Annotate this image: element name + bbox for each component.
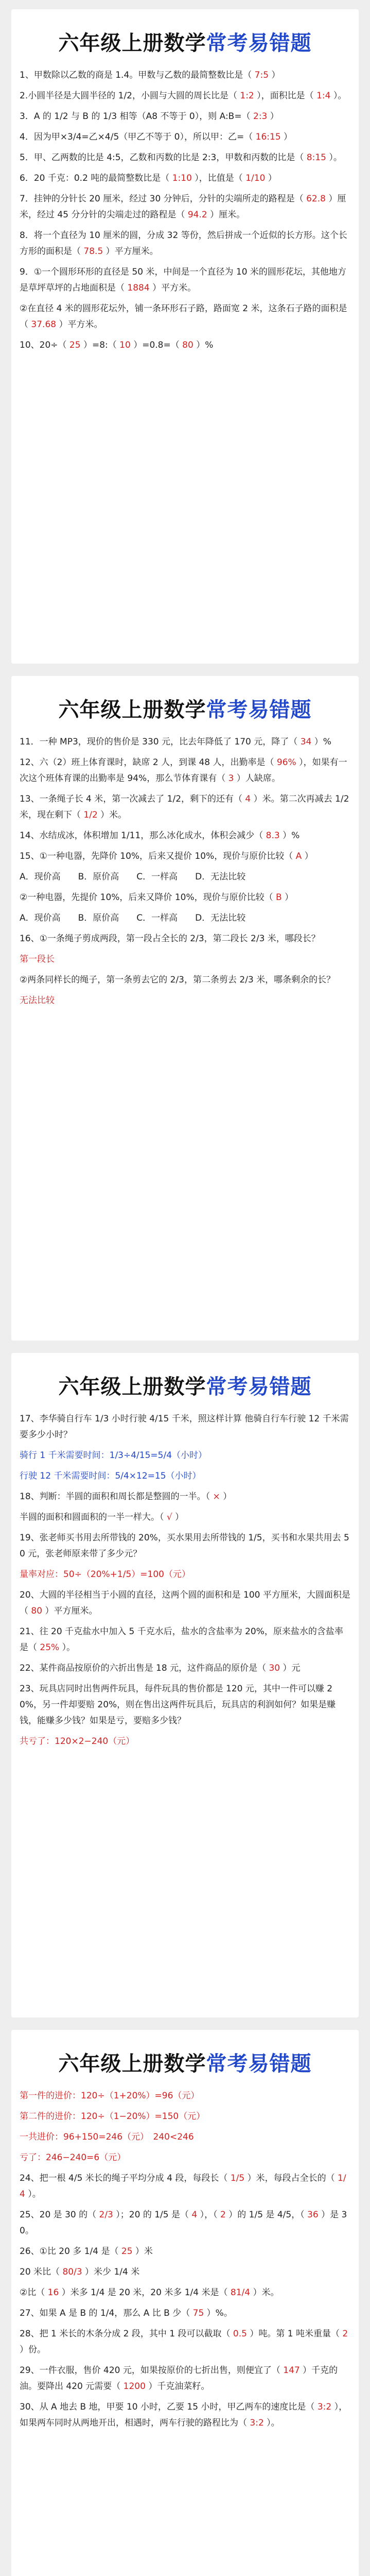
- question-text: 14、水结成冰，体积增加 1/11，那么冰化成水，体积会减少（: [20, 831, 266, 841]
- question-line: [20, 931, 350, 947]
- question-text: ）米少 1/4 米: [82, 2267, 140, 2277]
- answer-text: 第二件的进价：120÷（1−20%）=150（元）: [20, 2111, 205, 2122]
- question-line: [20, 1567, 350, 1583]
- answer-text: 2:3: [253, 111, 268, 122]
- question-list: [20, 1411, 350, 1750]
- question-line: [20, 191, 350, 223]
- worksheet-card-2: [11, 676, 359, 1341]
- question-text: 19、张老师买书用去所带钱的 20%，买水果用去所带钱的 1/5，买书和水果共用去 50 元，张老师原来带了多少元？: [20, 1533, 349, 1559]
- question-line: [20, 2171, 350, 2202]
- question-line: [20, 150, 350, 166]
- question-text: A．现价高 B．原价高 C．一样高 D．无法比较: [20, 913, 246, 923]
- question-text: 22、某件商品按原价的六折出售是 18 元，这件商品的原价是（: [20, 1663, 269, 1673]
- question-line: [20, 1468, 350, 1484]
- answer-text: 16: [47, 2287, 59, 2298]
- answer-text: 96%: [276, 757, 296, 768]
- question-text: ）: [280, 132, 293, 142]
- question-text: 7．挂钟的分针长 20 厘米，经过 30 分钟后，分针的尖端所走的路程是（: [20, 194, 307, 204]
- question-text: ）。: [263, 2418, 280, 2428]
- question-text: 16、①一条绳子剪成两段，第一段占全长的 2/3，第二段长 2/3 米，哪段长？: [20, 934, 320, 944]
- answer-text: 10: [119, 340, 131, 350]
- question-line: [20, 2088, 350, 2104]
- question-text: 3．A 的 1/2 与 B 的 1/3 相等（A8 不等于 0），则 A:B=（: [20, 111, 253, 122]
- question-text: ）=0.8=（: [130, 340, 183, 350]
- answer-text: 81/4: [230, 2287, 251, 2298]
- question-text: 29、一件衣服，售价 420 元，如果按原价的七折出售，则便宜了（: [20, 2365, 284, 2376]
- title-highlight: 常考易错题: [206, 2052, 312, 2076]
- question-line: [20, 67, 350, 83]
- question-text: 17、李华骑自行车 1/3 小时行驶 4/15 千米，照这样计算 他骑自行车行驶 12 千米需要多少小时？: [20, 1414, 349, 1440]
- card-title: [20, 1353, 350, 1411]
- question-text: ）千克的油。要降出 420 元需要（: [20, 2365, 338, 2392]
- title-prefix: 六年级上册数学: [58, 1375, 206, 1399]
- question-text: ）千克油菜籽。: [145, 2381, 210, 2392]
- question-text: ）米。第二次再减去 1/2 米，现在剩下（: [20, 794, 349, 820]
- question-line: [20, 734, 350, 750]
- question-line: [20, 2306, 350, 2321]
- question-line: [20, 301, 350, 333]
- question-text: 8．将一个直径为 10 厘米的圆，分成 32 等份，然后拼成一个近似的长方形。这个长方形的面积是（: [20, 230, 347, 257]
- answer-text: 78.5: [83, 246, 103, 257]
- question-text: ②在直径 4 米的圆形花坛外，铺一条环形石子路，路面宽 2 米，这条石子路的面积是（: [20, 303, 347, 330]
- question-text: 23、玩具店同时出售两件玩具，每件玩具的售价都是 120 元，其中一件可以赚 20%，另一件却要赔 20%，则在售出这两件玩具后，玩具店的利润如何？如果是赚钱，能赚多少钱？如果是亏，要赔多少钱？: [20, 1684, 336, 1726]
- answer-text: 147: [283, 2365, 300, 2376]
- answer-text: 25: [69, 340, 81, 350]
- title-highlight: 常考易错题: [206, 31, 312, 55]
- answer-text: 3:2: [317, 2402, 332, 2412]
- question-text: ）。: [330, 91, 347, 101]
- question-text: 20 米比（: [20, 2267, 63, 2277]
- question-text: ）%: [279, 831, 300, 841]
- question-line: [20, 890, 350, 906]
- answer-text: 8:15: [306, 152, 326, 163]
- question-text: 21、往 20 千克盐水中加入 5 千克水后，盐水的含盐率为 20%，原来盐水的含盐率是（: [20, 1626, 343, 1653]
- question-text: 12、六（2）班上体育课时，缺席 2 人，到课 48 人，出勤率是（: [20, 757, 277, 768]
- answer-text: 1:10: [172, 173, 192, 183]
- answer-text: 1:4: [316, 91, 331, 101]
- question-text: ）米: [132, 2246, 153, 2257]
- answer-text: 无法比较: [20, 995, 55, 1006]
- question-line: [20, 791, 350, 823]
- question-text: ）=8:（: [80, 340, 120, 350]
- question-text: 28、把 1 米长的木条分成 2 段，其中 1 段可以截取（: [20, 2329, 233, 2339]
- question-text: 20、大圆的半径相当于小圆的直径，这两个圆的面积和是 100 平方厘米，大圆面积是（: [20, 1590, 350, 1616]
- question-text: ）: [302, 851, 313, 861]
- question-line: [20, 2363, 350, 2395]
- question-text: 9．①一个圆形环形的直径是 50 米，中间是一个直径为 10 米的圆形花坛，其他地方是草坪草坪的占地面积是（: [20, 267, 346, 293]
- question-text: 15、①一种电器，先降价 10%，后来又提价 10%，现价与原价比较（: [20, 851, 296, 861]
- question-line: [20, 828, 350, 844]
- answer-text: 25: [121, 2246, 133, 2257]
- solution-step: 行驶 12 千米需要时间：5/4×12=15（小时）: [20, 1471, 201, 1481]
- answer-text: 34: [300, 737, 312, 747]
- answer-text: 1884: [127, 283, 150, 293]
- question-text: ）份。: [20, 2345, 46, 2355]
- question-text: ）是 30。: [20, 2210, 347, 2236]
- question-list: [20, 67, 350, 353]
- title-highlight: 常考易错题: [206, 698, 312, 722]
- answer-text: 80: [182, 340, 193, 350]
- question-text: ）；20 的 1/5 是（: [113, 2210, 192, 2220]
- answer-text: 4: [245, 794, 251, 804]
- question-text: 10、20÷（: [20, 340, 69, 350]
- question-text: ）吨。第 1 吨米重量（: [246, 2329, 343, 2339]
- question-line: [20, 2207, 350, 2239]
- answer-text: 30: [269, 1663, 280, 1673]
- answer-text: 量率对应：50÷（20%+1/5）=100（元）: [20, 1569, 190, 1580]
- question-line: [20, 2399, 350, 2431]
- question-line: [20, 1734, 350, 1750]
- worksheet-card-4: [11, 2030, 359, 2576]
- answer-text: 2: [220, 2210, 226, 2220]
- answer-text: 36: [307, 2210, 319, 2220]
- answer-text: 1/2: [83, 810, 98, 820]
- answer-text: 62.8: [306, 194, 326, 204]
- question-line: [20, 1489, 350, 1505]
- question-text: ）。: [326, 152, 342, 163]
- question-line: [20, 755, 350, 787]
- question-text: ）%。: [204, 2308, 233, 2318]
- question-text: 26、①比 20 多 1/4 是（: [20, 2246, 121, 2257]
- question-line: [20, 1510, 350, 1526]
- question-text: ），面积比是（: [254, 91, 317, 101]
- question-line: [20, 993, 350, 1009]
- question-text: 18、判断：半圆的面积和周长都是整圆的一半。（: [20, 1492, 213, 1502]
- question-text: 2.小圆半径是大圆半径的 1/2，小圆与大圆的周长比是（: [20, 91, 240, 101]
- question-text: 4．因为甲×3/4=乙×4/5（甲乙不等于 0），所以甲：乙=（: [20, 132, 256, 142]
- title-prefix: 六年级上册数学: [58, 698, 206, 722]
- question-line: [20, 849, 350, 865]
- question-line: [20, 972, 350, 988]
- answer-text: 16:15: [255, 132, 281, 142]
- answer-text: 25%: [40, 1642, 60, 1653]
- question-line: [20, 2244, 350, 2260]
- question-line: [20, 88, 350, 104]
- question-text: 5．甲、乙两数的比是 4:5，乙数和丙数的比是 2:3，甲数和丙数的比是（: [20, 152, 307, 163]
- worksheet-card-1: [11, 9, 359, 664]
- question-line: [20, 2129, 350, 2145]
- question-line: [20, 171, 350, 187]
- question-line: [20, 264, 350, 296]
- answer-text: B: [276, 892, 282, 903]
- answer-text: 4: [191, 2210, 198, 2220]
- question-text: ）%: [193, 340, 214, 350]
- card-title: [20, 2030, 350, 2088]
- question-text: ②两条同样长的绳子，第一条剪去它的 2/3，第二条剪去 2/3 米，哪条剩余的长？: [20, 975, 336, 985]
- question-line: [20, 1660, 350, 1676]
- question-text: ），比值是（: [191, 173, 246, 183]
- solution-step: 骑行 1 千米需要时间：1/3÷4/15=5/4（小时）: [20, 1450, 207, 1461]
- answer-text: 8.3: [266, 831, 280, 841]
- question-text: 11．一种 MP3，现价的售价是 330 元，比去年降低了 170 元，降了（: [20, 737, 301, 747]
- question-text: 1、甲数除以乙数的商是 1.4。甲数与乙数的最简整数比是（: [20, 70, 255, 80]
- question-line: [20, 910, 350, 926]
- answer-text: 94.2: [187, 210, 207, 220]
- answer-text: 亏了：246−240=6（元）: [20, 2153, 126, 2163]
- question-line: [20, 1411, 350, 1443]
- question-text: ）%: [311, 737, 331, 747]
- answer-text: 3:2: [250, 2418, 264, 2428]
- question-text: ）人缺席。: [234, 773, 280, 784]
- question-text: ）。: [59, 1642, 76, 1653]
- answer-text: 75: [192, 2308, 204, 2318]
- question-text: ）: [172, 1512, 184, 1522]
- question-text: ）米。: [250, 2287, 279, 2298]
- question-text: 半圆的面积和圆面积的一半一样大。（: [20, 1512, 167, 1522]
- question-line: [20, 869, 350, 885]
- answer-text: 2: [342, 2329, 348, 2339]
- title-prefix: 六年级上册数学: [58, 31, 206, 55]
- question-text: ）平方米。: [149, 283, 197, 293]
- question-line: [20, 337, 350, 353]
- question-text: ）米多 1/4 是 20 米，20 米多 1/4 米是（: [59, 2287, 231, 2298]
- answer-text: 80: [31, 1606, 43, 1616]
- question-text: ）: [265, 173, 277, 183]
- question-text: ）元: [280, 1663, 301, 1673]
- question-text: ）: [267, 111, 279, 122]
- question-text: ）平方厘米。: [103, 246, 158, 257]
- question-text: 25、20 是 30 的（: [20, 2210, 99, 2220]
- answer-text: 2/3: [99, 2210, 113, 2220]
- answer-text: 第一件的进价：120÷（1+20%）=96（元）: [20, 2091, 200, 2101]
- answer-text: 共亏了：120×2−240（元）: [20, 1736, 135, 1747]
- question-line: [20, 1681, 350, 1729]
- answer-text: 80/3: [62, 2267, 82, 2277]
- answer-text: 1:2: [240, 91, 254, 101]
- question-text: ），（: [197, 2210, 221, 2220]
- question-line: [20, 1530, 350, 1562]
- answer-text: 第一段长: [20, 954, 55, 964]
- question-text: 6．20 千克：0.2 吨的最简整数比是（: [20, 173, 172, 183]
- question-line: [20, 952, 350, 968]
- question-text: 27、如果 A 是 B 的 1/4，那么 A 比 B 少（: [20, 2308, 193, 2318]
- question-line: [20, 2109, 350, 2125]
- question-list: [20, 2088, 350, 2431]
- question-text: ②比（: [20, 2287, 48, 2298]
- question-line: [20, 109, 350, 125]
- answer-text: √: [166, 1512, 172, 1522]
- question-line: [20, 129, 350, 145]
- question-line: [20, 2264, 350, 2280]
- question-text: ）的 1/5 是 4/5，（: [225, 2210, 308, 2220]
- question-text: 30、从 A 地去 B 地，甲要 10 小时，乙要 15 小时，甲乙两车的速度比是（: [20, 2402, 318, 2412]
- answer-text: 一共进价：96+150=246（元） 240<246: [20, 2132, 194, 2142]
- question-text: A．现价高 B．原价高 C．一样高 D．无法比较: [20, 872, 246, 882]
- answer-text: 1/10: [245, 173, 266, 183]
- question-text: ）: [220, 1492, 232, 1502]
- question-list: [20, 734, 350, 1009]
- question-text: ②一种电器，先提价 10%，后来又降价 10%，现价与原价比较（: [20, 892, 276, 903]
- question-text: ）米，每段占全长的（: [244, 2173, 338, 2183]
- question-line: [20, 2326, 350, 2358]
- worksheet-card-3: [11, 1353, 359, 2018]
- question-text: ）厘米，经过 45 分分针的尖端走过的路程是（: [20, 194, 346, 220]
- card-title: [20, 676, 350, 734]
- answer-text: 1200: [123, 2381, 146, 2392]
- question-line: [20, 228, 350, 260]
- question-text: ）平方米。: [56, 319, 103, 330]
- question-line: [20, 1587, 350, 1619]
- question-text: ）: [281, 892, 294, 903]
- question-line: [20, 2285, 350, 2301]
- question-text: ）厘米。: [207, 210, 245, 220]
- answer-text: 3: [228, 773, 234, 784]
- question-line: [20, 2150, 350, 2166]
- question-text: 24、把一根 4/5 米长的绳子平均分成 4 段，每段长（: [20, 2173, 231, 2183]
- question-text: ），如果有一次这个班体育课的出勤率是 94%，那么节体育课有（: [20, 757, 347, 784]
- question-text: ）。: [25, 2189, 41, 2199]
- answer-text: 1/5: [230, 2173, 245, 2183]
- question-line: [20, 1624, 350, 1656]
- answer-text: 37.68: [31, 319, 57, 330]
- question-text: ）米。: [97, 810, 127, 820]
- question-line: [20, 1448, 350, 1464]
- title-prefix: 六年级上册数学: [58, 2052, 206, 2076]
- question-text: 13、一条绳子长 4 米，第一次减去了 1/2，剩下的还有（: [20, 794, 245, 804]
- answer-text: 0.5: [233, 2329, 247, 2339]
- question-text: ），如果两车同时从两地开出，相遇时，两车行驶的路程比为（: [20, 2402, 348, 2428]
- question-text: ）平方厘米。: [42, 1606, 98, 1616]
- answer-text: 7:5: [254, 70, 269, 80]
- answer-text: ×: [213, 1492, 220, 1502]
- question-text: ）: [269, 70, 280, 80]
- answer-text: 1/4: [20, 2173, 346, 2199]
- answer-text: A: [295, 851, 302, 861]
- card-title: [20, 9, 350, 67]
- title-highlight: 常考易错题: [206, 1375, 312, 1399]
